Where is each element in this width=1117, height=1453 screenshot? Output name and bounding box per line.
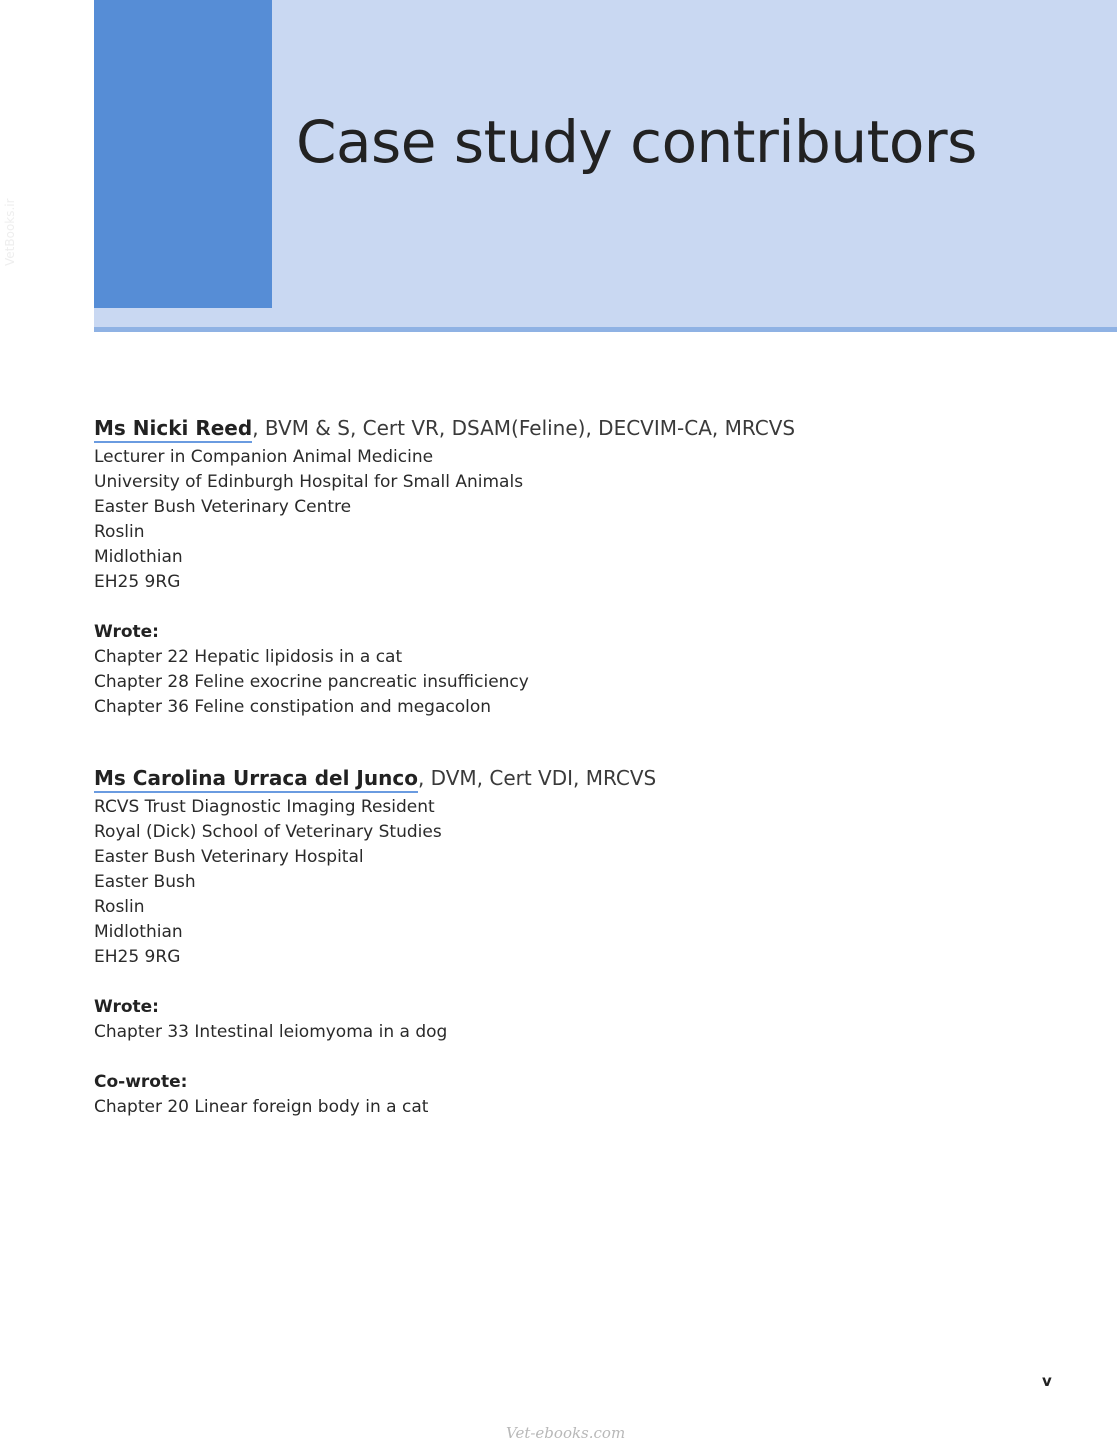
chapter-item: Chapter 36 Feline constipation and megacolon xyxy=(94,697,492,717)
contributor-name: Ms Nicki Reed xyxy=(94,416,252,443)
address-line: University of Edinburgh Hospital for Small Animals xyxy=(94,472,524,492)
contributor-heading xyxy=(94,413,1054,443)
contributor-address xyxy=(94,445,1054,595)
contributor-address xyxy=(94,795,1054,970)
contributor-credentials: , BVM & S, Cert VR, DSAM(Feline), DECVIM-CA, MRCVS xyxy=(252,416,796,440)
contributor-credentials: , DVM, Cert VDI, MRCVS xyxy=(417,766,657,790)
address-line: RCVS Trust Diagnostic Imaging Resident xyxy=(94,797,435,817)
address-line: Midlothian xyxy=(94,922,183,942)
address-line: Easter Bush xyxy=(94,872,196,892)
address-line: Easter Bush Veterinary Hospital xyxy=(94,847,364,867)
contributor-carolina-urraca-del-junco xyxy=(94,763,1054,1120)
address-line: Roslin xyxy=(94,897,145,917)
side-watermark: VetBooks.ir xyxy=(3,198,17,266)
wrote-label: Wrote: xyxy=(94,622,159,642)
contributor-nicki-reed xyxy=(94,413,1054,720)
address-line: EH25 9RG xyxy=(94,572,181,592)
wrote-label: Wrote: xyxy=(94,997,159,1017)
address-line: EH25 9RG xyxy=(94,947,181,967)
address-line: Lecturer in Companion Animal Medicine xyxy=(94,447,434,467)
page-number: v xyxy=(1042,1372,1052,1390)
cowrote-label: Co-wrote: xyxy=(94,1072,188,1092)
chapter-item: Chapter 20 Linear foreign body in a cat xyxy=(94,1097,429,1117)
footer-watermark-logo: Vet-ebooks.com xyxy=(506,1424,626,1442)
address-line: Easter Bush Veterinary Centre xyxy=(94,497,352,517)
address-line: Royal (Dick) School of Veterinary Studies xyxy=(94,822,442,842)
wrote-list xyxy=(94,1020,1054,1045)
chapter-item: Chapter 22 Hepatic lipidosis in a cat xyxy=(94,647,403,667)
address-line: Midlothian xyxy=(94,547,183,567)
chapter-item: Chapter 28 Feline exocrine pancreatic insufficiency xyxy=(94,672,529,692)
wrote-list xyxy=(94,645,1054,720)
header-rule xyxy=(94,327,1117,332)
address-line: Roslin xyxy=(94,522,145,542)
header-accent-block xyxy=(94,0,272,308)
contributor-heading xyxy=(94,763,1054,793)
cowrote-list xyxy=(94,1095,1054,1120)
page-title: Case study contributors xyxy=(296,108,977,176)
contributor-name: Ms Carolina Urraca del Junco xyxy=(94,766,418,793)
chapter-item: Chapter 33 Intestinal leiomyoma in a dog xyxy=(94,1022,448,1042)
